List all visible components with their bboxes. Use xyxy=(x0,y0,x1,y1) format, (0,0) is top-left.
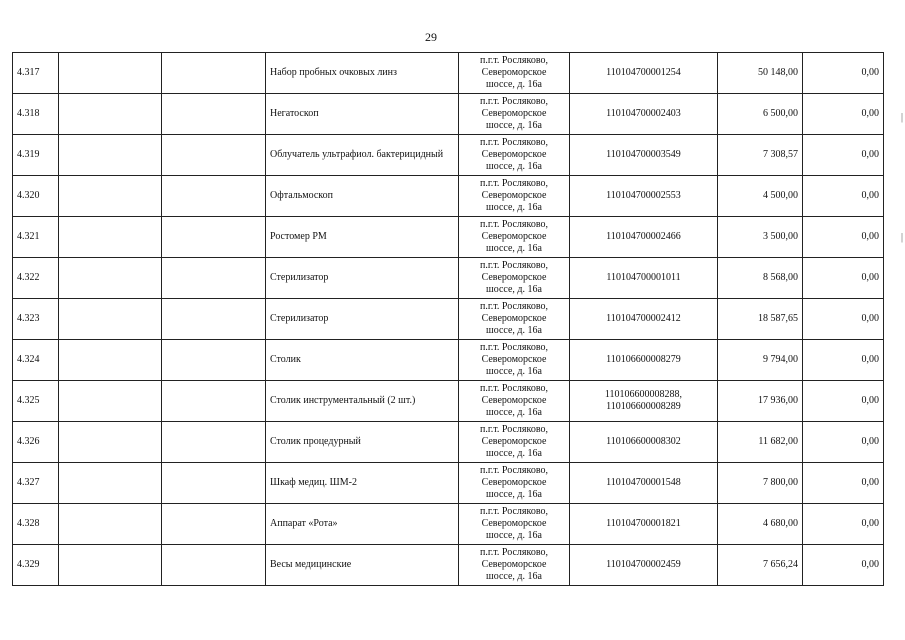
address-line: Североморское xyxy=(481,559,547,570)
item-name-cell: Стерилизатор xyxy=(266,258,459,299)
cost-cell: 7 308,57 xyxy=(718,135,803,176)
address-cell xyxy=(459,545,570,586)
cost-cell: 4 680,00 xyxy=(718,504,803,545)
residual-value-cell: 0,00 xyxy=(803,381,884,422)
empty-cell xyxy=(59,504,162,545)
address-line: п.г.т. Росляково, xyxy=(479,465,549,476)
row-number-cell: 4.321 xyxy=(13,217,59,258)
address-line: шоссе, д. 16а xyxy=(486,243,542,254)
inventory-table xyxy=(12,52,884,586)
cost-cell: 7 656,24 xyxy=(718,545,803,586)
address-line: п.г.т. Росляково, xyxy=(479,547,549,558)
item-name-cell: Аппарат «Рота» xyxy=(266,504,459,545)
address-line: п.г.т. Росляково, xyxy=(479,55,549,66)
address-cell xyxy=(459,381,570,422)
address-line: п.г.т. Росляково, xyxy=(479,342,549,353)
cost-cell: 8 568,00 xyxy=(718,258,803,299)
residual-value-cell: 0,00 xyxy=(803,176,884,217)
empty-cell xyxy=(162,545,266,586)
empty-cell xyxy=(59,258,162,299)
cost-cell: 6 500,00 xyxy=(718,94,803,135)
table-body xyxy=(13,53,884,586)
address-line: Североморское xyxy=(481,313,547,324)
edge-mark: | xyxy=(900,112,903,123)
address-line: Североморское xyxy=(481,354,547,365)
address-line: шоссе, д. 16а xyxy=(486,530,542,541)
cost-cell: 11 682,00 xyxy=(718,422,803,463)
address-cell xyxy=(459,217,570,258)
empty-cell xyxy=(59,94,162,135)
cost-cell: 3 500,00 xyxy=(718,217,803,258)
table-row xyxy=(13,217,884,258)
address-line: п.г.т. Росляково, xyxy=(479,219,549,230)
address-line: Североморское xyxy=(481,518,547,529)
address-cell xyxy=(459,53,570,94)
inventory-number-cell xyxy=(570,422,718,463)
table-row xyxy=(13,381,884,422)
row-number-cell: 4.328 xyxy=(13,504,59,545)
inventory-number: 110104700002403 xyxy=(606,108,681,119)
address-line: п.г.т. Росляково, xyxy=(479,178,549,189)
address-line: Североморское xyxy=(481,436,547,447)
address-line: Североморское xyxy=(481,477,547,488)
inventory-number-cell xyxy=(570,135,718,176)
row-number-cell: 4.320 xyxy=(13,176,59,217)
inventory-number: 110106600008279 xyxy=(606,354,681,365)
item-name-cell: Набор пробных очковых линз xyxy=(266,53,459,94)
address-line: Североморское xyxy=(481,149,547,160)
address-line: п.г.т. Росляково, xyxy=(479,96,549,107)
address-line: шоссе, д. 16а xyxy=(486,161,542,172)
empty-cell xyxy=(162,504,266,545)
row-number-cell: 4.317 xyxy=(13,53,59,94)
item-name-cell: Столик инструментальный (2 шт.) xyxy=(266,381,459,422)
table-row xyxy=(13,463,884,504)
address-line: шоссе, д. 16а xyxy=(486,366,542,377)
empty-cell xyxy=(59,422,162,463)
address-line: п.г.т. Росляково, xyxy=(479,260,549,271)
empty-cell xyxy=(59,135,162,176)
residual-value-cell: 0,00 xyxy=(803,422,884,463)
inventory-number-cell xyxy=(570,504,718,545)
address-line: шоссе, д. 16а xyxy=(486,202,542,213)
empty-cell xyxy=(162,463,266,504)
row-number-cell: 4.329 xyxy=(13,545,59,586)
row-number-cell: 4.326 xyxy=(13,422,59,463)
residual-value-cell: 0,00 xyxy=(803,94,884,135)
address-line: шоссе, д. 16а xyxy=(486,79,542,90)
address-line: п.г.т. Росляково, xyxy=(479,506,549,517)
address-cell xyxy=(459,340,570,381)
inventory-number-cell xyxy=(570,381,718,422)
address-line: Североморское xyxy=(481,272,547,283)
residual-value-cell: 0,00 xyxy=(803,545,884,586)
empty-cell xyxy=(162,422,266,463)
inventory-number: 110104700001011 xyxy=(606,272,681,283)
empty-cell xyxy=(59,53,162,94)
empty-cell xyxy=(162,53,266,94)
address-line: шоссе, д. 16а xyxy=(486,407,542,418)
row-number-cell: 4.327 xyxy=(13,463,59,504)
cost-cell: 9 794,00 xyxy=(718,340,803,381)
item-name-cell: Весы медицинские xyxy=(266,545,459,586)
item-name-cell: Негатоскоп xyxy=(266,94,459,135)
inventory-number-cell xyxy=(570,258,718,299)
empty-cell xyxy=(59,463,162,504)
address-cell xyxy=(459,504,570,545)
address-cell xyxy=(459,135,570,176)
address-line: шоссе, д. 16а xyxy=(486,325,542,336)
cost-cell: 4 500,00 xyxy=(718,176,803,217)
address-line: Североморское xyxy=(481,67,547,78)
inventory-number: 110104700001548 xyxy=(606,477,681,488)
address-line: шоссе, д. 16а xyxy=(486,489,542,500)
empty-cell xyxy=(162,176,266,217)
inventory-number-cell xyxy=(570,94,718,135)
item-name-cell: Офтальмоскоп xyxy=(266,176,459,217)
address-cell xyxy=(459,299,570,340)
address-line: п.г.т. Росляково, xyxy=(479,383,549,394)
item-name-cell: Стерилизатор xyxy=(266,299,459,340)
edge-mark: | xyxy=(900,232,903,243)
cost-cell: 18 587,65 xyxy=(718,299,803,340)
empty-cell xyxy=(59,381,162,422)
inventory-number-cell xyxy=(570,53,718,94)
address-line: Североморское xyxy=(481,231,547,242)
inventory-number: 110106600008289 xyxy=(606,401,681,412)
cost-cell: 50 148,00 xyxy=(718,53,803,94)
inventory-number: 110104700002553 xyxy=(606,190,681,201)
address-line: шоссе, д. 16а xyxy=(486,448,542,459)
table-row xyxy=(13,53,884,94)
table-row xyxy=(13,545,884,586)
item-name-cell: Ростомер РМ xyxy=(266,217,459,258)
inventory-number: 110106600008302 xyxy=(606,436,681,447)
row-number-cell: 4.319 xyxy=(13,135,59,176)
empty-cell xyxy=(162,135,266,176)
address-line: п.г.т. Росляково, xyxy=(479,301,549,312)
row-number-cell: 4.325 xyxy=(13,381,59,422)
cost-cell: 7 800,00 xyxy=(718,463,803,504)
table-row xyxy=(13,422,884,463)
address-cell xyxy=(459,422,570,463)
empty-cell xyxy=(162,94,266,135)
address-cell xyxy=(459,176,570,217)
residual-value-cell: 0,00 xyxy=(803,135,884,176)
item-name-cell: Столик xyxy=(266,340,459,381)
address-line: Североморское xyxy=(481,108,547,119)
residual-value-cell: 0,00 xyxy=(803,53,884,94)
empty-cell xyxy=(59,545,162,586)
address-line: шоссе, д. 16а xyxy=(486,571,542,582)
table-row xyxy=(13,340,884,381)
row-number-cell: 4.323 xyxy=(13,299,59,340)
cost-cell: 17 936,00 xyxy=(718,381,803,422)
address-line: Североморское xyxy=(481,190,547,201)
inventory-number: 110104700001821 xyxy=(606,518,681,529)
item-name-cell: Шкаф медиц. ШМ-2 xyxy=(266,463,459,504)
empty-cell xyxy=(59,217,162,258)
inventory-number: 110104700002459 xyxy=(606,559,681,570)
residual-value-cell: 0,00 xyxy=(803,340,884,381)
page-number: 29 xyxy=(425,30,437,44)
item-name-cell: Облучатель ультрафиол. бактерицидный xyxy=(266,135,459,176)
empty-cell xyxy=(59,299,162,340)
inventory-number: 110104700003549 xyxy=(606,149,681,160)
inventory-number: 110104700001254 xyxy=(606,67,681,78)
empty-cell xyxy=(162,217,266,258)
empty-cell xyxy=(162,381,266,422)
address-cell xyxy=(459,258,570,299)
inventory-number-cell xyxy=(570,463,718,504)
inventory-number-cell xyxy=(570,340,718,381)
address-cell xyxy=(459,463,570,504)
residual-value-cell: 0,00 xyxy=(803,258,884,299)
table-row xyxy=(13,504,884,545)
table-row xyxy=(13,258,884,299)
row-number-cell: 4.322 xyxy=(13,258,59,299)
row-number-cell: 4.324 xyxy=(13,340,59,381)
address-cell xyxy=(459,94,570,135)
inventory-number: 110106600008288, xyxy=(604,389,683,400)
residual-value-cell: 0,00 xyxy=(803,217,884,258)
residual-value-cell: 0,00 xyxy=(803,463,884,504)
empty-cell xyxy=(59,340,162,381)
inventory-number-cell xyxy=(570,299,718,340)
address-line: шоссе, д. 16а xyxy=(486,120,542,131)
inventory-number: 110104700002466 xyxy=(606,231,681,242)
empty-cell xyxy=(162,299,266,340)
address-line: шоссе, д. 16а xyxy=(486,284,542,295)
row-number-cell: 4.318 xyxy=(13,94,59,135)
residual-value-cell: 0,00 xyxy=(803,299,884,340)
inventory-number-cell xyxy=(570,545,718,586)
address-line: п.г.т. Росляково, xyxy=(479,137,549,148)
residual-value-cell: 0,00 xyxy=(803,504,884,545)
address-line: п.г.т. Росляково, xyxy=(479,424,549,435)
table-row xyxy=(13,299,884,340)
table-row xyxy=(13,176,884,217)
empty-cell xyxy=(59,176,162,217)
address-line: Североморское xyxy=(481,395,547,406)
table-row xyxy=(13,135,884,176)
empty-cell xyxy=(162,258,266,299)
item-name-cell: Столик процедурный xyxy=(266,422,459,463)
inventory-number: 110104700002412 xyxy=(606,313,681,324)
table-row xyxy=(13,94,884,135)
inventory-number-cell xyxy=(570,217,718,258)
inventory-number-cell xyxy=(570,176,718,217)
empty-cell xyxy=(162,340,266,381)
